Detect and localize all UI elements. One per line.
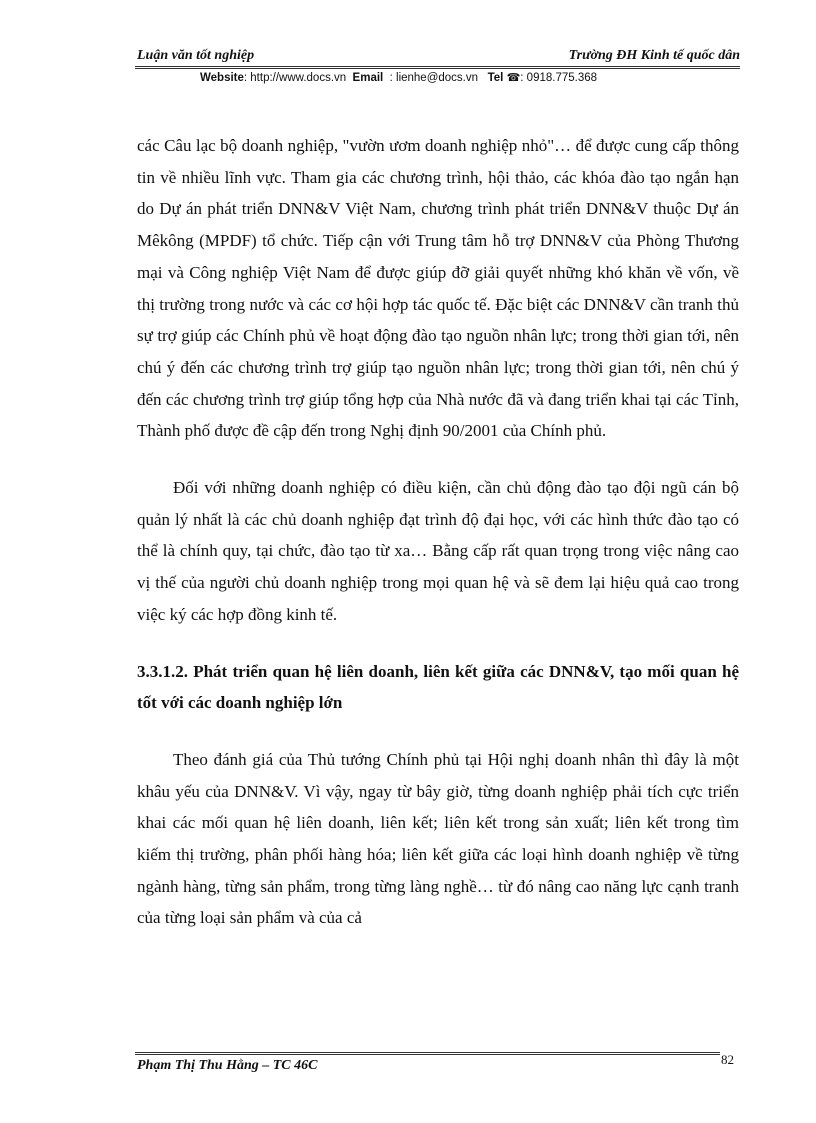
section-heading: 3.3.1.2. Phát triển quan hệ liên doanh, liên kết giữa các DNN&V, tạo mối quan hệ tốt với các doanh nghiệp lớn — [137, 661, 739, 713]
email-value: : lienhe@docs.vn — [389, 72, 479, 84]
phone-icon: ☎ — [506, 72, 521, 84]
website-label: Website — [200, 72, 244, 84]
header-thesis-label: Luận văn tốt nghiệp — [137, 48, 255, 63]
footer-rule-double — [135, 1054, 720, 1055]
header-rule-double — [135, 68, 740, 69]
page-body — [137, 130, 739, 934]
footer-rule — [135, 1052, 720, 1053]
header-university-label: Trường ĐH Kinh tế quốc dân — [568, 48, 740, 63]
header-rule — [135, 66, 740, 67]
tel-label: Tel — [487, 72, 504, 84]
website-value: : http://www.docs.vn — [243, 72, 347, 84]
paragraph-3: Theo đánh giá của Thủ tướng Chính phủ tại Hội nghị doanh nhân thì đây là một khâu yếu của DNN&V. Vì vậy, ngay từ bây giờ, từng doanh nghiệp phải tích cực triển khai các mối quan hệ liên doanh, liên kết; liên kết trong sản xuất; liên kết trong tìm kiếm thị trường, phân phối hàng hóa; liên kết giữa các loại hình doanh nghiệp về từng ngành hàng, từng sản phẩm, trong từng làng nghề… từ đó nâng cao năng lực cạnh tranh của từng loại sản phẩm và của cả — [137, 749, 739, 928]
paragraph-1: các Câu lạc bộ doanh nghiệp, "vườn ươm doanh nghiệp nhỏ"… để được cung cấp thông tin về nhiều lĩnh vực. Tham gia các chương trình, hội thảo, các khóa đào tạo ngắn hạn do Dự án phát triển DNN&V Việt Nam, chương trình phát triển DNN&V thuộc Dự án Mêkông (MPDF) tổ chức. Tiếp cận với Trung tâm hỗ trợ DNN&V của Phòng Thương mại và Công nghiệp Việt Nam để được giúp đỡ giải quyết những khó khăn về vốn, về thị trường trong nước và các cơ hội hợp tác quốc tế. Đặc biệt các DNN&V cần tranh thủ sự trợ giúp các Chính phủ về hoạt động đào tạo nguồn nhân lực; trong thời gian tới, nên chú ý đến các chương trình trợ giúp tạo nguồn nhân lực; trong thời gian tới, nên chú ý đến các chương trình trợ giúp tổng hợp của Nhà nước đã và đang triển khai tại các Tỉnh, Thành phố được đề cập đến trong Nghị định 90/2001 của Chính phủ. — [137, 136, 739, 441]
header-contact-line — [200, 71, 597, 84]
email-label: Email — [352, 72, 384, 84]
tel-value: : 0918.775.368 — [520, 72, 598, 84]
page-number: 82 — [721, 1052, 734, 1067]
paragraph-2: Đối với những doanh nghiệp có điều kiện, cần chủ động đào tạo đội ngũ cán bộ quản lý nhất là các chủ doanh nghiệp đạt trình độ đại học, với các hình thức đào tạo có thể là chính quy, tại chức, đào tạo từ xa… Bằng cấp rất quan trọng trong việc nâng cao vị thế của người chủ doanh nghiệp trong mọi quan hệ và sẽ đem lại hiệu quả cao trong việc ký các hợp đồng kinh tế. — [137, 478, 739, 624]
footer-author: Phạm Thị Thu Hằng – TC 46C — [137, 1058, 318, 1073]
